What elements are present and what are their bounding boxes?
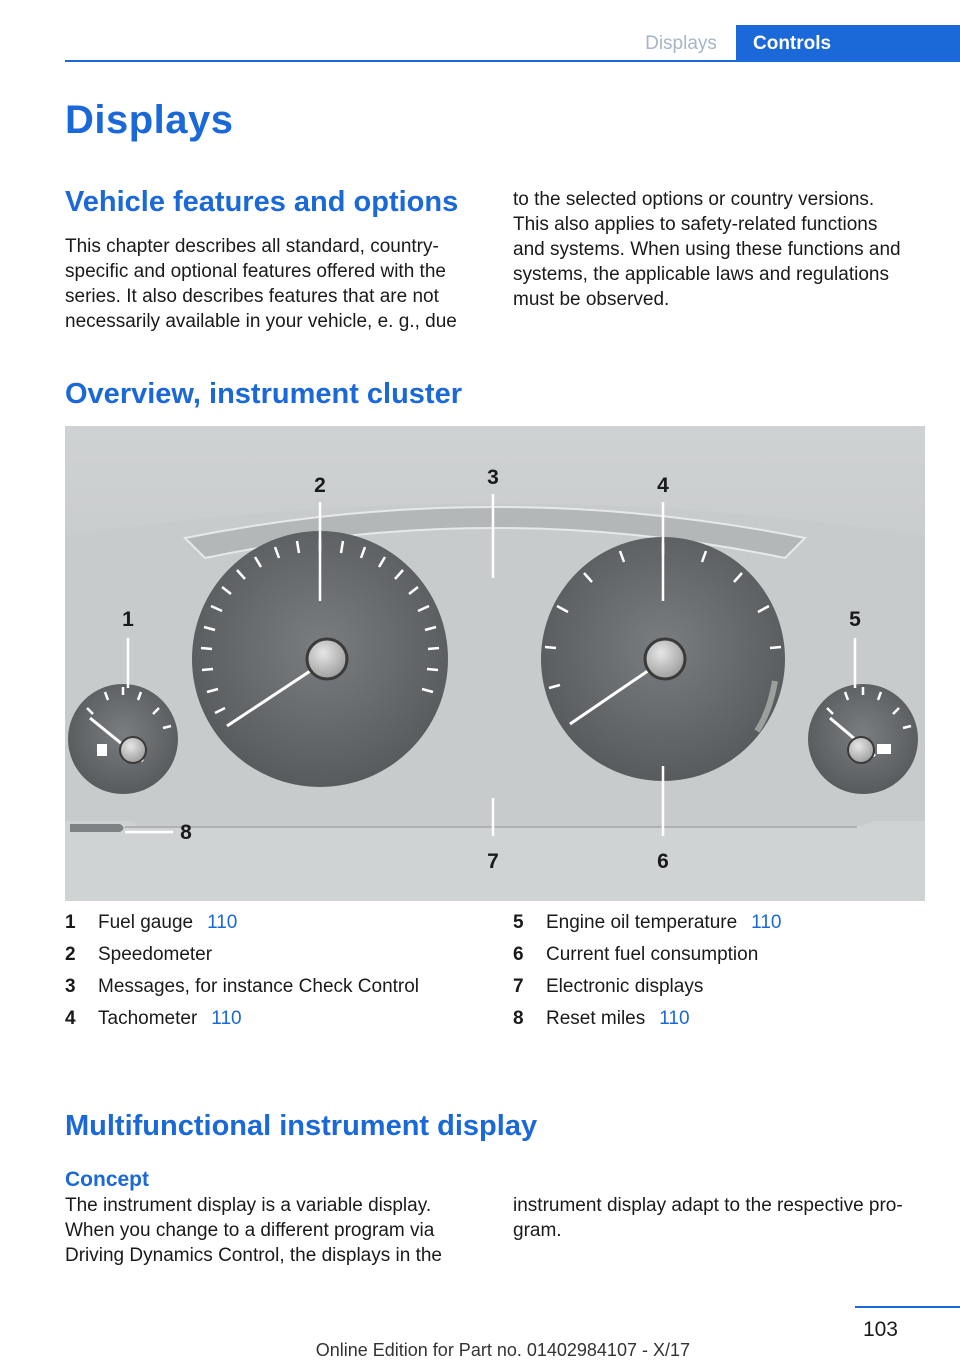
heading-vehicle-features: Vehicle features and options xyxy=(65,186,459,218)
legend-item xyxy=(65,976,485,1008)
legend-item xyxy=(65,912,485,944)
legend-label: Fuel gauge xyxy=(98,912,194,933)
text-line: systems, the applicable laws and regulations xyxy=(513,264,889,285)
legend-number: 8 xyxy=(513,1008,524,1029)
text-line: must be observed. xyxy=(513,289,670,310)
fuel-gauge-dial xyxy=(68,684,178,794)
footer-rule xyxy=(855,1306,960,1308)
callout-3: 3 xyxy=(487,466,499,489)
callout-8: 8 xyxy=(180,821,192,844)
subheading-concept: Concept xyxy=(65,1168,149,1191)
legend-label: Engine oil temperature xyxy=(546,912,738,933)
fuel-gauge-hub xyxy=(120,737,146,763)
text-line: necessarily available in your vehicle, e. g., due xyxy=(65,311,457,332)
legend-right xyxy=(513,912,933,1040)
vehicle-para-left xyxy=(65,234,473,334)
legend-left xyxy=(65,912,485,1040)
page-number: 103 xyxy=(862,1318,898,1341)
header-rule xyxy=(65,60,960,62)
page-reference-link[interactable]: 110 xyxy=(207,912,238,933)
legend-label: Current fuel consumption xyxy=(546,944,759,965)
oil-temp-hub xyxy=(848,737,874,763)
legend-label: Messages, for instance Check Control xyxy=(98,976,420,997)
legend-label: Electronic displays xyxy=(546,976,704,997)
page-reference-link[interactable]: 110 xyxy=(751,912,782,933)
text-line: and systems. When using these functions and xyxy=(513,239,901,260)
legend-item xyxy=(65,1008,485,1040)
legend-label: Speedometer xyxy=(98,944,213,965)
legend-item xyxy=(65,944,485,976)
callout-1: 1 xyxy=(122,608,134,631)
legend-number: 7 xyxy=(513,976,524,997)
tachometer-hub xyxy=(645,639,685,679)
page-reference-link[interactable]: 110 xyxy=(659,1008,690,1029)
multi-para-right xyxy=(513,1193,921,1243)
callout-6: 6 xyxy=(657,850,669,873)
text-line: specific and optional features offered with the xyxy=(65,261,446,282)
header-tabs xyxy=(626,25,960,62)
page-reference-link[interactable]: 110 xyxy=(211,1008,242,1029)
edition-note: Online Edition for Part no. 01402984107 - X/17 xyxy=(315,1340,690,1360)
text-line: This also applies to safety-related functions xyxy=(513,214,878,235)
text-line: gram. xyxy=(513,1220,562,1241)
callout-5: 5 xyxy=(849,608,861,631)
legend-item xyxy=(513,1008,933,1040)
multi-para-left xyxy=(65,1193,473,1268)
oil-can-icon xyxy=(877,744,891,754)
tab-controls[interactable]: Controls xyxy=(736,25,960,62)
callout-2: 2 xyxy=(314,474,326,497)
legend-item xyxy=(513,912,933,944)
heading-multifunctional: Multifunctional instrument display xyxy=(65,1110,538,1142)
text-line: When you change to a different program via xyxy=(65,1220,435,1241)
heading-overview: Overview, instrument cluster xyxy=(65,378,463,410)
fuel-pump-icon xyxy=(97,744,107,756)
text-line: instrument display adapt to the respective pro- xyxy=(513,1195,903,1216)
legend-label: Tachometer xyxy=(98,1008,198,1029)
text-line: The instrument display is a variable display. xyxy=(65,1195,432,1216)
cluster-rim-edge xyxy=(125,826,857,828)
instrument-cluster-illustration xyxy=(65,426,925,901)
legend-number: 2 xyxy=(65,944,76,965)
legend-item xyxy=(513,976,933,1008)
text-line: series. It also describes features that are not xyxy=(65,286,439,307)
callout-7: 7 xyxy=(487,850,499,873)
page-title: Displays xyxy=(65,98,234,142)
text-line: This chapter describes all standard, country- xyxy=(65,236,439,257)
legend-label: Reset miles xyxy=(546,1008,646,1029)
legend-number: 1 xyxy=(65,912,76,933)
text-line: Driving Dynamics Control, the displays in the xyxy=(65,1245,442,1266)
callout-4: 4 xyxy=(657,474,669,497)
legend-number: 5 xyxy=(513,912,524,933)
legend-number: 6 xyxy=(513,944,524,965)
vehicle-para-right xyxy=(513,187,921,312)
text-line: to the selected options or country versions. xyxy=(513,189,875,210)
reset-miles-button xyxy=(70,824,124,832)
tab-displays[interactable]: Displays xyxy=(645,33,717,54)
legend-number: 3 xyxy=(65,976,76,997)
speedometer-hub xyxy=(307,639,347,679)
legend-item xyxy=(513,944,933,976)
legend-number: 4 xyxy=(65,1008,76,1029)
